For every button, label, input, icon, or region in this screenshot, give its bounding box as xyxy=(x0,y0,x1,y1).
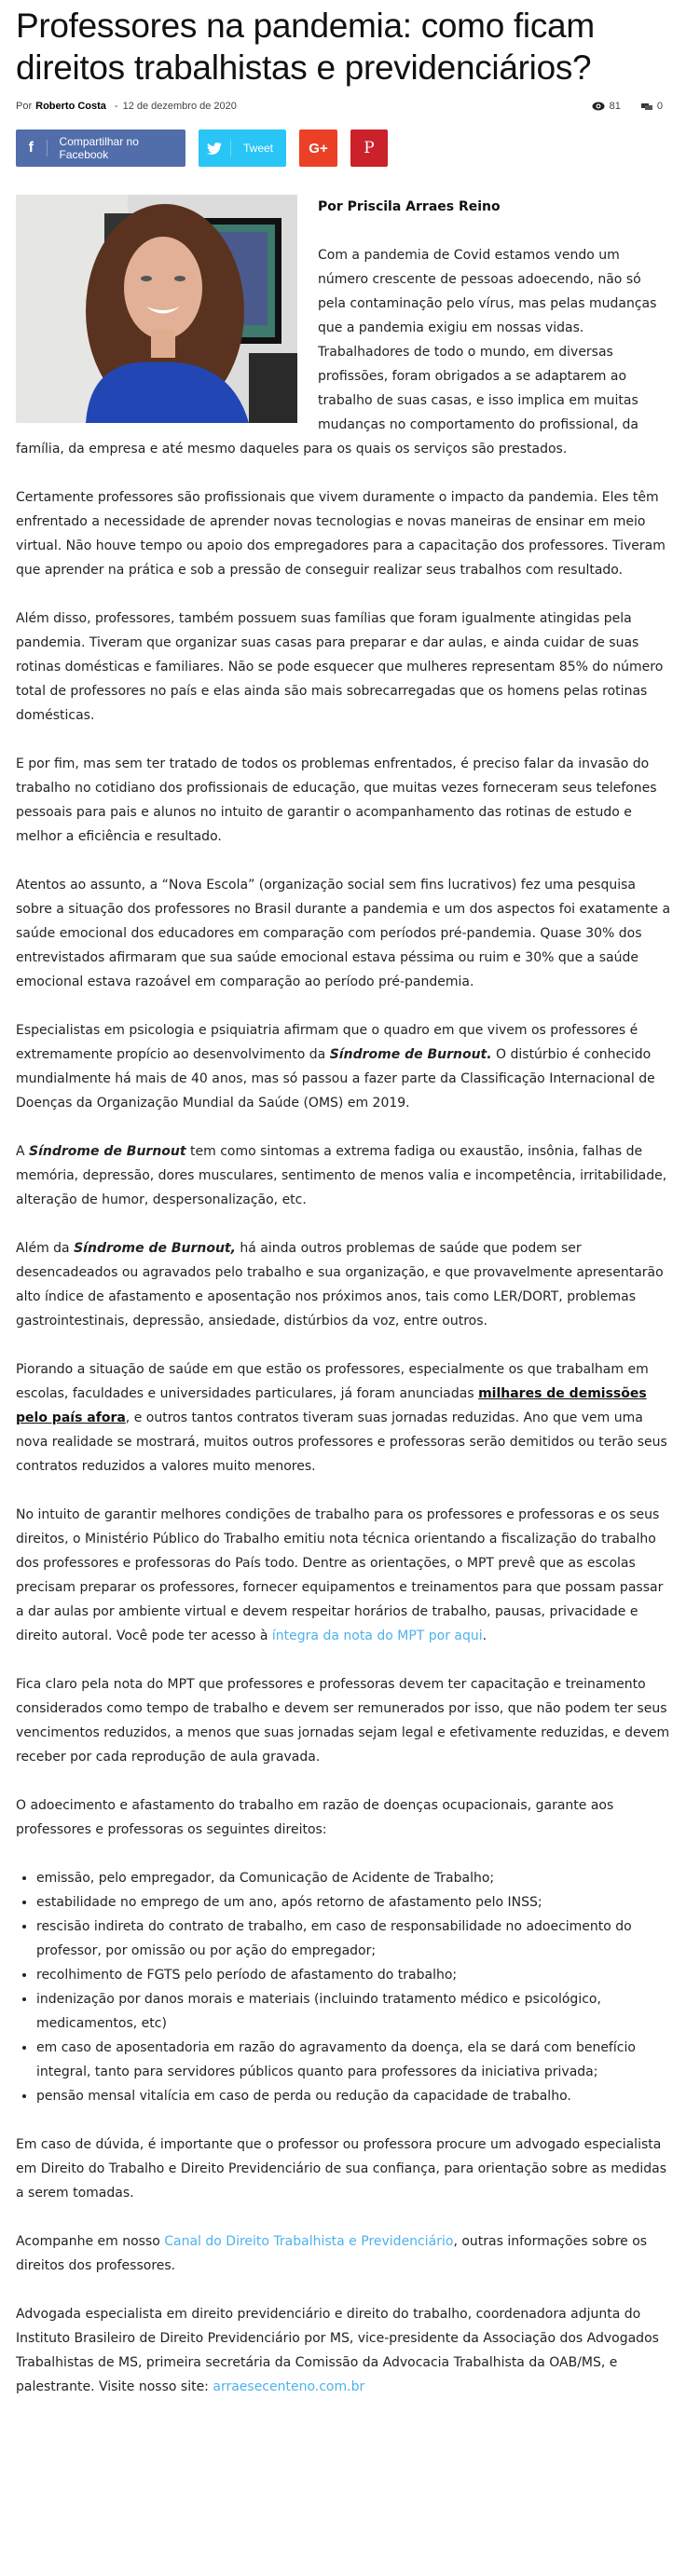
list-item: • estabilidade no emprego de um ano, após retorno de afastamento pelo INSS; xyxy=(36,1890,672,1915)
meta-separator: - xyxy=(114,101,118,112)
article-byline: Por Priscila Arraes Reino xyxy=(318,199,501,214)
share-twitter-label: Tweet xyxy=(243,142,274,155)
paragraph-text: Advogada especialista em direito previdenciário e direito do trabalho, coordenadora adjunta do Instituto Brasileiro de Direito Previdenciário por MS, vice-presidente da Associação dos Advogados Trabalhistas de MS, primeira secretária da Comissão da Advocacia Trabalhista da OAB/MS, e palestrante. Visite nosso site: xyxy=(16,2307,659,2394)
paragraph-text: Em caso de dúvida, é importante que o professor ou professora procure um advogado especialista em Direito do Trabalho e Direito Previdenciário de sua confiança, para orientação sobre as medidas a serem tomadas. xyxy=(16,2137,667,2201)
paragraph-text: , outras informações sobre os direitos dos professores. xyxy=(16,2234,648,2273)
page-title: Professores na pandemia: como ficam direitos trabalhistas e previdenciários? xyxy=(16,7,595,87)
paragraph-text: Além disso, professores, também possuem suas famílias que foram igualmente atingidas pela pandemia. Tiveram que organizar suas casas para preparar e dar aulas, e ainda cuidar de suas rotinas domésticas e familiares. Não se pode esquecer que mulheres representam 85% do número total de professores no país e elas ainda são mais sobrecarregadas que os homens pelas rotinas domésticas. xyxy=(16,611,664,723)
paragraph-text: Certamente professores são profissionais que vivem duramente o impacto da pandemia. Eles têm enfrentado a necessidade de aprender novas tecnologias e novas maneiras de ensinar em meio virtual. Não houve tempo ou apoio dos empregadores para a capacitação dos professores. Tiveram que aprender na prática e sob a pressão de conseguir realizar seus trabalhos com resultado. xyxy=(16,490,666,578)
meta-date: 12 de dezembro de 2020 xyxy=(122,101,237,112)
list-item: • emissão, pelo empregador, da Comunicação de Acidente de Trabalho; xyxy=(36,1866,672,1890)
paragraph-text: Atentos ao assunto, a “Nova Escola” (organização social sem fins lucrativos) fez uma pesquisa sobre a situação dos professores no Brasil durante a pandemia e um dos aspectos foi exatamente a saúde emocional dos educadores em comparação com períodos pré-pandemia. Quase 30% dos entrevistados afirmaram que sua saúde emocional estava péssima ou ruim e 30% que a saúde emocional estava razoável em comparação ao período pré-pandemia. xyxy=(16,878,671,989)
article-paragraph xyxy=(16,1236,672,1333)
paragraph-text: Acompanhe em nosso xyxy=(16,2234,165,2249)
twitter-icon xyxy=(199,143,230,155)
article-paragraph xyxy=(16,2133,672,2205)
article-paragraph xyxy=(16,1139,672,1212)
author-photo xyxy=(16,195,297,423)
article-paragraph xyxy=(16,485,672,582)
paragraph-text: . xyxy=(482,1629,487,1643)
article-paragraph xyxy=(16,1672,672,1769)
share-googleplus-button[interactable] xyxy=(299,129,337,167)
paragraph-text: A xyxy=(16,1144,30,1159)
paragraph-text: Fica claro pela nota do MPT que professores e professoras devem ter capacitação e treinamento considerados como tempo de trabalho e devem ser remunerados por isso, que não podem ter seus vencimentos reduzidos, a menos que suas jornadas sejam legal e efetivamente reduzidas, e devem receber por cada reprodução de aula gravada. xyxy=(16,1677,670,1765)
views-count xyxy=(592,101,621,112)
paragraph-text: Além da xyxy=(16,1241,75,1256)
rights-list xyxy=(16,1866,672,2108)
views-value: 81 xyxy=(609,101,621,112)
paragraph-text: O distúrbio é conhecido mundialmente há mais de 40 anos, mas só passou a fazer parte da Classificação Internacional de Doenças da Organização Mundial da Saúde (OMS) em 2019. xyxy=(16,1047,655,1111)
article-paragraph xyxy=(16,2229,672,2278)
meta-by: Por xyxy=(16,101,33,112)
paragraph-text: tem como sintomas a extrema fadiga ou exaustão, insônia, falhas de memória, depressão, dores musculares, sentimento de menos valia e incompetência, irritabilidade, alteração de humor, despersonalização, etc. xyxy=(16,1144,667,1207)
list-item: • recolhimento de FGTS pelo período de afastamento do trabalho; xyxy=(36,1963,672,1987)
divider xyxy=(47,140,48,157)
article-body xyxy=(16,195,672,2399)
eye-icon xyxy=(592,102,605,111)
share-facebook-label: Compartilhar no Facebook xyxy=(59,135,139,161)
article-link[interactable]: íntegra da nota do MPT por aqui xyxy=(271,1629,483,1643)
meta-author-link[interactable]: Roberto Costa xyxy=(35,101,106,112)
paragraph-text: Especialistas em psicologia e psiquiatria afirmam que o quadro em que vivem os professores é extremamente propício ao desenvolvimento da xyxy=(16,1023,638,1062)
article-paragraph xyxy=(16,1793,672,1842)
emphasis-text: Síndrome de Burnout. xyxy=(329,1047,492,1062)
article-paragraph xyxy=(16,1503,672,1648)
article-paragraph xyxy=(16,1018,672,1115)
post-meta xyxy=(16,94,672,118)
article-paragraph xyxy=(16,1357,672,1479)
article-paragraph xyxy=(16,873,672,994)
article-link[interactable]: milhares de demissões pelo país afora xyxy=(16,1386,647,1425)
article-paragraph xyxy=(16,752,672,849)
share-buttons xyxy=(16,129,672,167)
pinterest-icon: P xyxy=(364,139,375,157)
paragraph-text: há ainda outros problemas de saúde que podem ser desencadeados ou agravados pelo trabalho e sua organização, e que provavelmente apresentarão alto índice de afastamento e aposentação nos próximos anos, tais como LER/DORT, problemas gastrointestinais, depressão, ansiedade, distúrbios da voz, entre outros. xyxy=(16,1241,664,1329)
article-paragraph xyxy=(16,2302,672,2399)
list-item: • em caso de aposentadoria em razão do agravamento da doença, ela se dará com benefício integral, tanto para servidores públicos quanto para professores da iniciativa privada; xyxy=(36,2036,672,2084)
comments-count[interactable] xyxy=(641,101,663,112)
paragraph-text: No intuito de garantir melhores condições de trabalho para os professores e professoras e os seus direitos, o Ministério Público do Trabalho emitiu nota técnica orientando a fiscalização do trabalho dos professores e professoras do País todo. Dentre as orientações, o MPT prevê que as escolas precisam preparar os professores, fornecer equipamentos e treinamentos para que possam passar a dar aulas por ambiente virtual e devem respeitar horários de trabalho, pausas, privacidade e direito autoral. Você pode ter acesso à xyxy=(16,1507,664,1643)
paragraph-text: Com a pandemia de Covid estamos vendo um número crescente de pessoas adoecendo, não só pela contaminação pelo vírus, mas pelas mudanças que a pandemia exigiu em nossas vidas. Trabalhadores de todo o mundo, em diversas profissões, foram obrigados a se adaptarem ao trabalho de suas casas, e isso implica em muitas mudanças no comportamento do profissional, da família, da empresa e até mesmo daqueles para os quais os serviços são prestados. xyxy=(16,248,657,457)
list-item: • pensão mensal vitalícia em caso de perda ou redução da capacidade de trabalho. xyxy=(36,2084,672,2108)
share-pinterest-button[interactable] xyxy=(350,129,388,167)
comments-icon xyxy=(641,102,652,111)
emphasis-text: Síndrome de Burnout, xyxy=(74,1241,236,1256)
paragraph-text: Piorando a situação de saúde em que estão os professores, especialmente os que trabalham em escolas, faculdades e universidades particulares, já foram anunciadas xyxy=(16,1362,649,1401)
list-item: • indenização por danos morais e materiais (incluindo tratamento médico e psicológico, medicamentos, etc) xyxy=(36,1987,672,2036)
share-facebook-button[interactable] xyxy=(16,129,185,167)
emphasis-text: Síndrome de Burnout xyxy=(29,1144,186,1159)
article-link[interactable]: Canal do Direito Trabalhista e Previdenciário xyxy=(164,2234,454,2249)
divider xyxy=(230,140,231,157)
paragraph-text: E por fim, mas sem ter tratado de todos os problemas enfrentados, é preciso falar da invasão do trabalho no cotidiano dos profissionais de educação, que muitas vezes forneceram seus telefones pessoais para pais e alunos no intuito de garantir o acompanhamento das rotinas de estudo e melhor a eficiência e resultado. xyxy=(16,756,657,844)
share-twitter-button[interactable] xyxy=(199,129,286,167)
facebook-icon: f xyxy=(28,140,34,156)
article-paragraph xyxy=(16,607,672,728)
article-link[interactable]: arraesecenteno.com.br xyxy=(213,2379,365,2394)
comments-value: 0 xyxy=(656,101,663,112)
list-item: • rescisão indireta do contrato de trabalho, em caso de responsabilidade no adoecimento do professor, por omissão ou por ação do empregador; xyxy=(36,1915,672,1963)
paragraph-text: O adoecimento e afastamento do trabalho em razão de doenças ocupacionais, garante aos professores e professoras os seguintes direitos: xyxy=(16,1798,614,1837)
googleplus-icon: G+ xyxy=(309,140,328,157)
paragraph-text: , e outros tantos contratos tiveram suas jornadas reduzidas. Ano que vem uma nova realidade se mostrará, muitos outros professores e professoras serão demitidos ou terão seus contratos reduzidos a valores muito menores. xyxy=(16,1411,667,1474)
